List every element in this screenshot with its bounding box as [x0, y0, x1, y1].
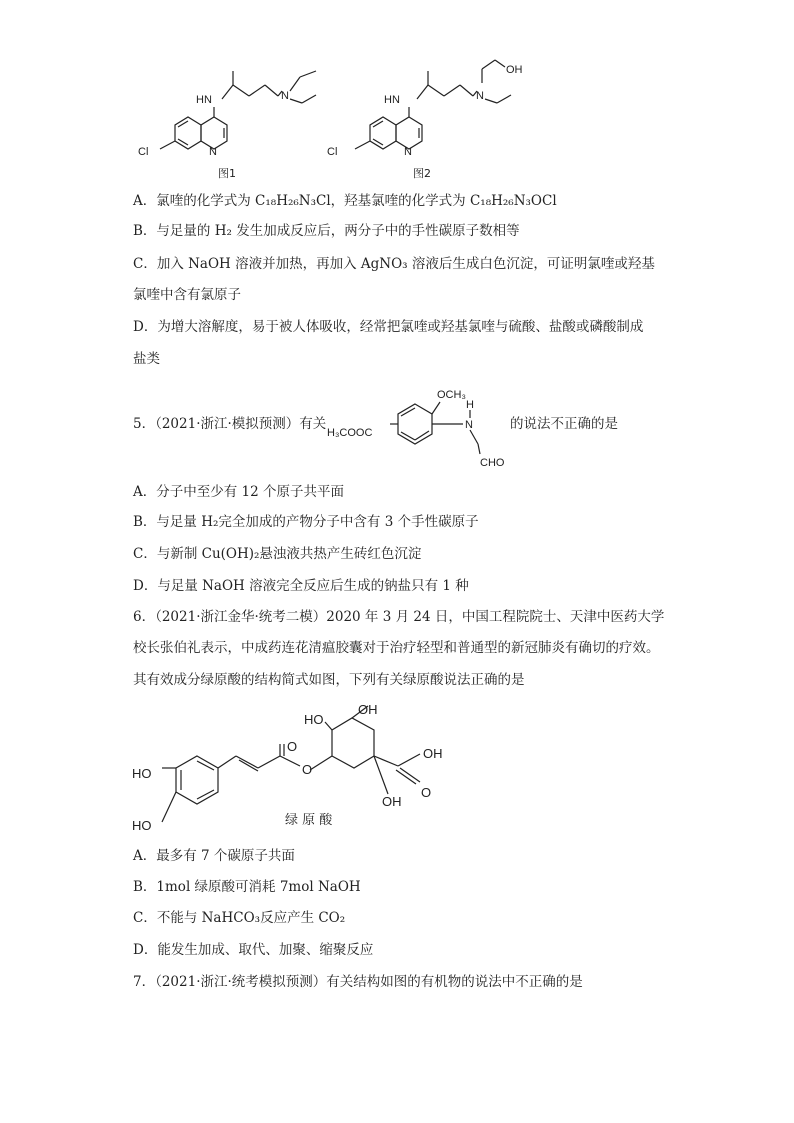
h-label: H [466, 399, 474, 411]
och3-label: OCH₃ [437, 389, 466, 401]
ester-o-label: O [302, 762, 313, 777]
q5-stem-suffix: 的说法不正确的是 [510, 416, 618, 432]
q4-option-d-line1: D．为增大溶解度，易于被人体吸收，经常把氯喹或羟基氯喹与硫酸、盐酸或磷酸制成 [133, 319, 644, 335]
q6-option-a: A．最多有 7 个碳原子共面 [133, 848, 295, 864]
q6-stem-line1: 6．（2021·浙江金华·统考二模）2020 年 3 月 24 日，中国工程院院士、天津中医药大学 [133, 609, 665, 625]
figure-1-caption: 图1 [218, 167, 236, 180]
oh-label: OH [506, 64, 523, 76]
oh-top-label: OH [358, 702, 378, 717]
nh-label: HN [384, 94, 400, 106]
nh-label: HN [196, 94, 212, 106]
q6-option-d: D．能发生加成、取代、加聚、缩聚反应 [133, 942, 374, 958]
n-label: N [465, 419, 473, 431]
q5-structure [320, 378, 520, 476]
q4-option-b: B．与足量的 H₂ 发生加成反应后，两分子中的手性碳原子数相等 [133, 223, 520, 239]
carbonyl-o-label: O [287, 739, 298, 754]
cl-label: Cl [327, 146, 338, 158]
q4-option-d-line2: 盐类 [133, 351, 160, 367]
q4-option-c-line1: C．加入 NaOH 溶液并加热，再加入 AgNO₃ 溶液后生成白色沉淀，可证明氯喹或羟基 [133, 256, 655, 272]
q5-option-a: A．分子中至少有 12 个原子共平面 [133, 484, 345, 500]
figure-2-caption: 图2 [413, 167, 431, 180]
acid-o-label: O [421, 785, 432, 800]
cl-label: Cl [138, 146, 149, 158]
hydroxychloroquine-structure [325, 55, 545, 180]
cho-label: CHO [480, 457, 505, 469]
amine-n-label: N [476, 90, 484, 102]
q5-option-b: B．与足量 H₂完全加成的产物分子中含有 3 个手性碳原子 [133, 514, 479, 530]
q4-option-a: A．氯喹的化学式为 C₁₈H₂₆N₃Cl，羟基氯喹的化学式为 C₁₈H₂₆N₃OCl [133, 193, 557, 209]
q6-stem-line2: 校长张伯礼表示，中成药连花清瘟胶囊对于治疗轻型和普通型的新冠肺炎有确切的疗效。 [133, 640, 660, 656]
oh-bottom-label: OH [382, 794, 402, 809]
ring-n-label: N [209, 146, 217, 158]
ring-n-label: N [404, 146, 412, 158]
chlorogenic-acid-structure [130, 698, 460, 838]
q4-option-c-line2: 氯喹中含有氯原子 [133, 287, 241, 303]
amine-n-label: N [281, 90, 289, 102]
q7-stem: 7．（2021·浙江·统考模拟预测）有关结构如图的有机物的说法中不正确的是 [133, 974, 583, 990]
chloroquine-structure [130, 55, 330, 180]
q6-option-b: B．1mol 绿原酸可消耗 7mol NaOH [133, 879, 361, 895]
q5-option-d: D．与足量 NaOH 溶液完全反应后生成的钠盐只有 1 种 [133, 578, 469, 594]
ho-ring-label: HO [304, 712, 324, 727]
acid-oh-label: OH [423, 746, 443, 761]
q6-option-c: C．不能与 NaHCO₃反应产生 CO₂ [133, 910, 346, 926]
q5-option-c: C．与新制 Cu(OH)₂悬浊液共热产生砖红色沉淀 [133, 546, 422, 562]
q6-stem-line3: 其有效成分绿原酸的结构简式如图，下列有关绿原酸说法正确的是 [133, 672, 525, 688]
chlorogenic-acid-caption: 绿 原 酸 [285, 813, 333, 828]
ho-label-2: HO [132, 818, 152, 833]
ho-label-1: HO [132, 766, 152, 781]
ester-label: H₃COOC [327, 427, 373, 439]
q5-stem-prefix: 5．（2021·浙江·模拟预测）有关 [133, 416, 327, 432]
